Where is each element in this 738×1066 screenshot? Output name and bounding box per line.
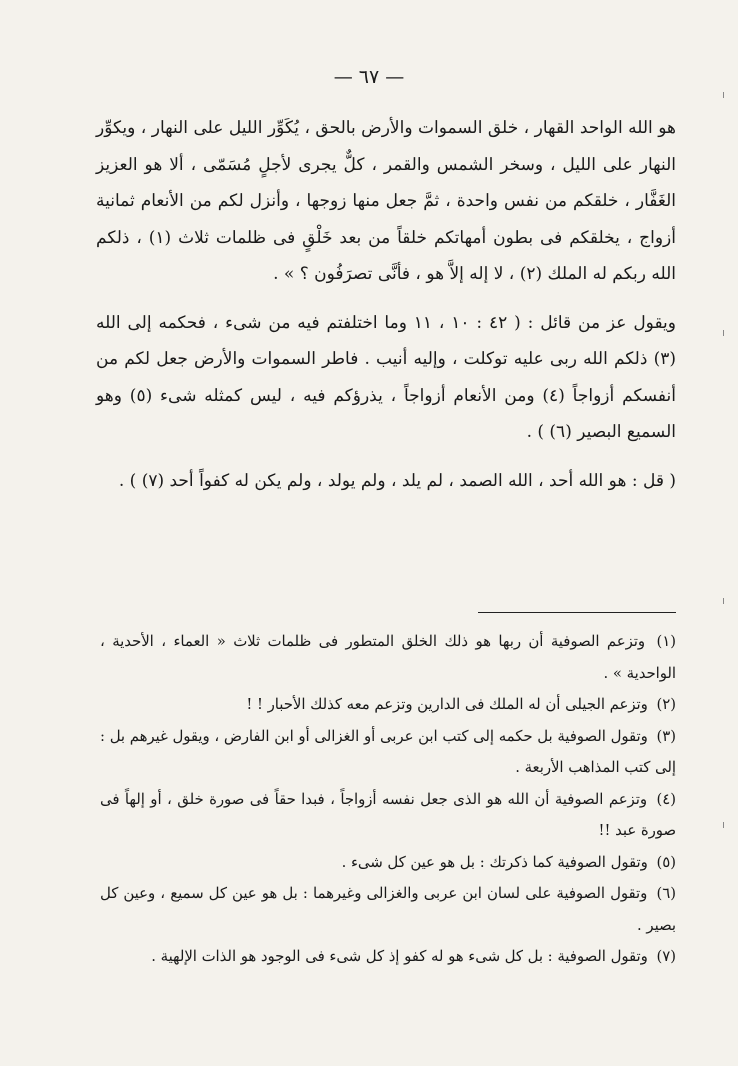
footnote-2: [100, 689, 676, 721]
footnote-5: [100, 847, 676, 879]
footnote-number: (٣): [656, 727, 676, 745]
footnote-text: وتقول الصوفية : بل كل شىء هو له كفو إذ كل شىء فى الوجود هو الذات الإلهية .: [151, 948, 648, 965]
main-text: [96, 110, 676, 499]
footnote-number: (٢): [656, 696, 676, 713]
footnote-4: [100, 784, 676, 847]
footnote-text: وتقول الصوفية بل حكمه إلى كتب ابن عربى أو الغزالى أو ابن الفارض ، ويقول غيرهم بل : إلى كتب المذاهب الأربعة .: [100, 727, 676, 776]
footnote-number: (٤): [656, 790, 676, 808]
margin-mark: [723, 822, 724, 828]
footnote-text: وتزعم الصوفية أن ربها هو ذلك الخلق المتطور فى ظلمات ثلاث « العماء ، الأحدية ، الواحدية » .: [100, 633, 676, 682]
paragraph-2: ويقول عز من قائل : ( ٤٢ : ١٠ ، ١١ وما اختلفتم فيه من شىء ، فحكمه إلى الله (٣) ذلكم الله ربى عليه توكلت ، وإليه أنيب . فاطر السموات والأرض جعل لكم من أنفسكم أزواجاً (٤) ومن الأنعام أزواجاً ، يذرؤكم فيه ، ليس كمثله شىء (٥) وهو السميع البصير (٦) ) .: [96, 312, 676, 442]
margin-mark: [723, 92, 724, 98]
margin-mark: [723, 330, 724, 336]
footnote-number: (٧): [656, 948, 676, 965]
paragraph-3: ( قل : هو الله أحد ، الله الصمد ، لم يلد ، ولم يولد ، ولم يكن له كفواً أحد (٧) ) .: [118, 470, 676, 491]
footnote-text: وتزعم الجيلى أن له الملك فى الدارين وتزعم معه كذلك الأحبار ! !: [246, 696, 648, 713]
paragraph-1: هو الله الواحد القهار ، خلق السموات والأرض بالحق ، يُكَوِّر الليل على النهار ، ويكوِّر النهار على الليل ، وسخر الشمس والقمر ، كلٌّ يجرى لأجلٍ مُسَمّى ، ألا هو العزيز الغَفَّار ، خلقكم من نفس واحدة ، ثمَّ جعل منها زوجها ، وأنزل لكم من الأنعام ثمانية أزواج ، يخلقكم فى بطون أمهاتكم خلقاً من بعد خَلْقٍ فى ظلمات ثلاث (١) ، ذلكم الله ربكم له الملك (٢) ، لا إله إلاَّ هو ، فأنَّى تصرَفُون ؟ » .: [96, 118, 676, 284]
footnote-1: [100, 626, 676, 689]
footnotes: [100, 626, 676, 973]
margin-mark: [723, 598, 724, 604]
footnote-number: (١): [656, 633, 676, 650]
footnote-7: [100, 941, 676, 973]
footnote-text: وتزعم الصوفية أن الله هو الذى جعل نفسه أزواجاً ، فبدا حقاً فى صورة خلق ، أو إلهاً فى صورة عبد !!: [100, 790, 676, 839]
footnote-6: [100, 878, 676, 941]
footnote-text: وتقول الصوفية على لسان ابن عربى والغزالى وغيرهما : بل هو عين كل سميع ، وعين كل بصير .: [100, 885, 676, 934]
footnote-separator: [478, 612, 676, 613]
footnote-number: (٦): [656, 885, 676, 902]
footnote-3: [100, 721, 676, 784]
footnote-number: (٥): [656, 853, 676, 871]
page-number: — ٦٧ —: [333, 66, 405, 88]
footnote-text: وتقول الصوفية كما ذكرتك : بل هو عين كل شىء .: [341, 853, 648, 871]
